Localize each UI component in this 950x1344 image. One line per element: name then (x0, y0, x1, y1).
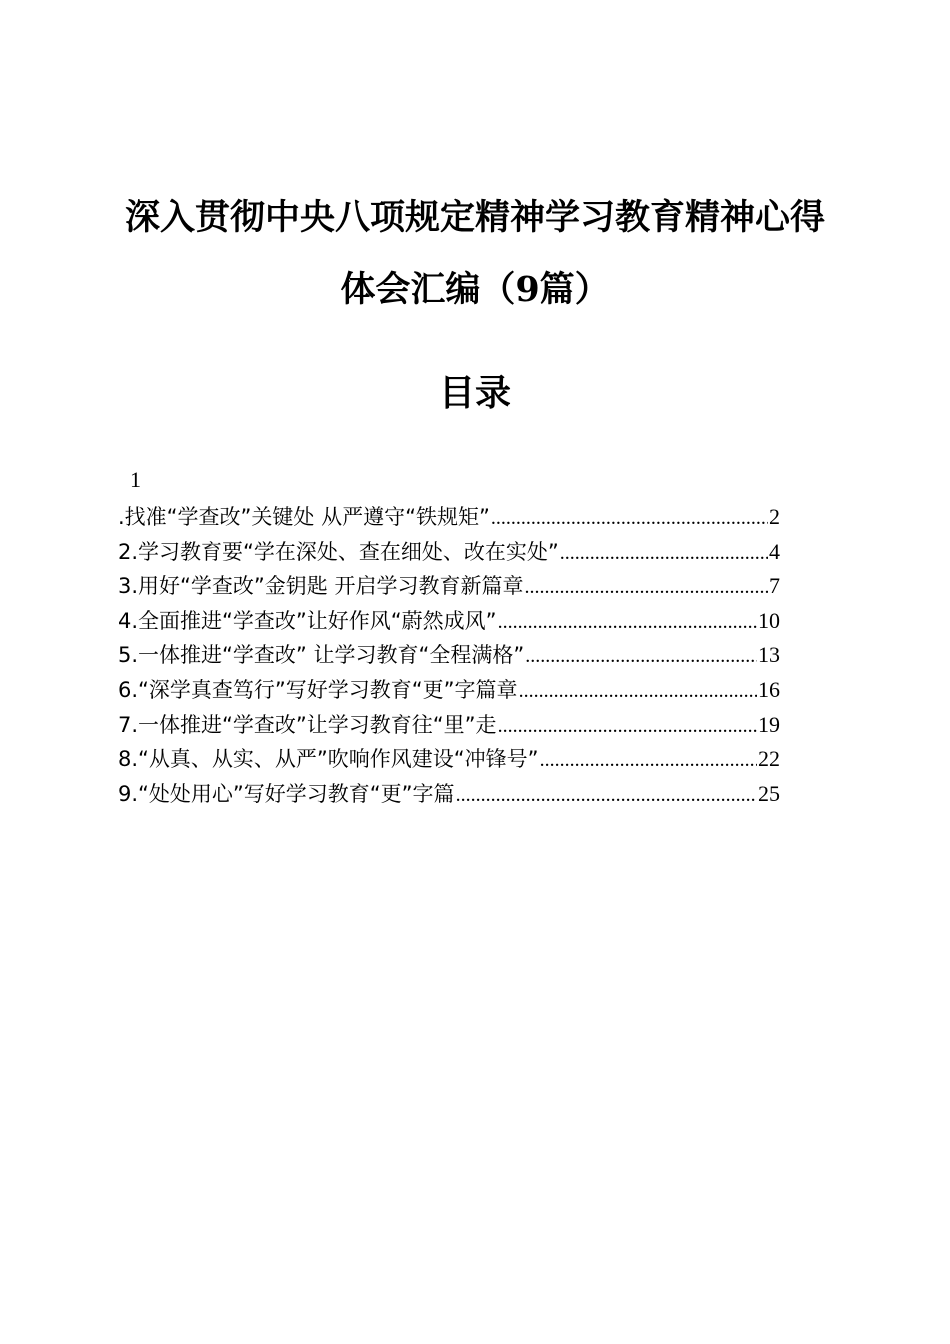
toc-dot-leader (519, 674, 757, 709)
toc-entry[interactable] (118, 742, 780, 777)
toc-entry[interactable] (118, 638, 780, 673)
toc-entry-title: 3.用好“学查改”金钥匙 开启学习教育新篇章 (118, 574, 524, 599)
toc-entry-page-number: 10 (758, 607, 780, 633)
table-of-contents (118, 500, 780, 811)
toc-entry-title: .找准“学查改”关键处 从严遵守“铁规矩” (118, 505, 490, 529)
toc-dot-leader (456, 778, 757, 813)
toc-entry-title: 4.全面推进“学查改”让好作风“蔚然成风” (118, 608, 497, 633)
toc-entry-page-number: 19 (758, 711, 780, 737)
toc-entry-title: 9.“处处用心”写好学习教育“更”字篇 (118, 781, 455, 806)
toc-dot-leader (524, 570, 768, 605)
toc-dot-leader (498, 709, 757, 744)
toc-dot-leader (491, 501, 768, 536)
toc-entry[interactable] (118, 673, 780, 708)
toc-entry-title: 7.一体推进“学查改”让学习教育往“里”走 (118, 712, 497, 737)
toc-entry[interactable] (118, 777, 780, 812)
toc-entry-page-number: 16 (758, 676, 780, 702)
toc-entry[interactable] (118, 535, 780, 570)
toc-entry[interactable] (118, 604, 780, 639)
toc-heading: 目录 (438, 372, 511, 414)
toc-first-entry-number: 1 (130, 467, 141, 492)
document-title-line-1: 深入贯彻中央八项规定精神学习教育精神心得 (124, 197, 825, 238)
toc-entry-page-number: 2 (769, 504, 780, 529)
toc-entry[interactable] (118, 500, 780, 535)
toc-entry-page-number: 22 (758, 746, 780, 772)
toc-entry-page-number: 25 (758, 780, 780, 806)
toc-entry-page-number: 7 (769, 573, 780, 599)
toc-entry[interactable] (118, 569, 780, 604)
toc-entry-page-number: 4 (769, 538, 780, 564)
toc-entry-title: 2.学习教育要“学在深处、查在细处、改在实处” (118, 539, 559, 564)
toc-entry-title: 5.一体推进“学查改” 让学习教育“全程满格” (118, 643, 525, 668)
document-title-line-2: 体会汇编（9篇） (340, 269, 610, 310)
toc-dot-leader (540, 743, 757, 778)
toc-entry[interactable] (118, 708, 780, 743)
toc-entry-title: 6.“深学真查笃行”写好学习教育“更”字篇章 (118, 677, 518, 702)
toc-dot-leader (525, 639, 757, 674)
toc-dot-leader (560, 536, 768, 571)
toc-dot-leader (498, 605, 757, 640)
toc-entry-title: 8.“从真、从实、从严”吹响作风建设“冲锋号” (118, 747, 539, 772)
toc-entry-page-number: 13 (758, 642, 780, 668)
